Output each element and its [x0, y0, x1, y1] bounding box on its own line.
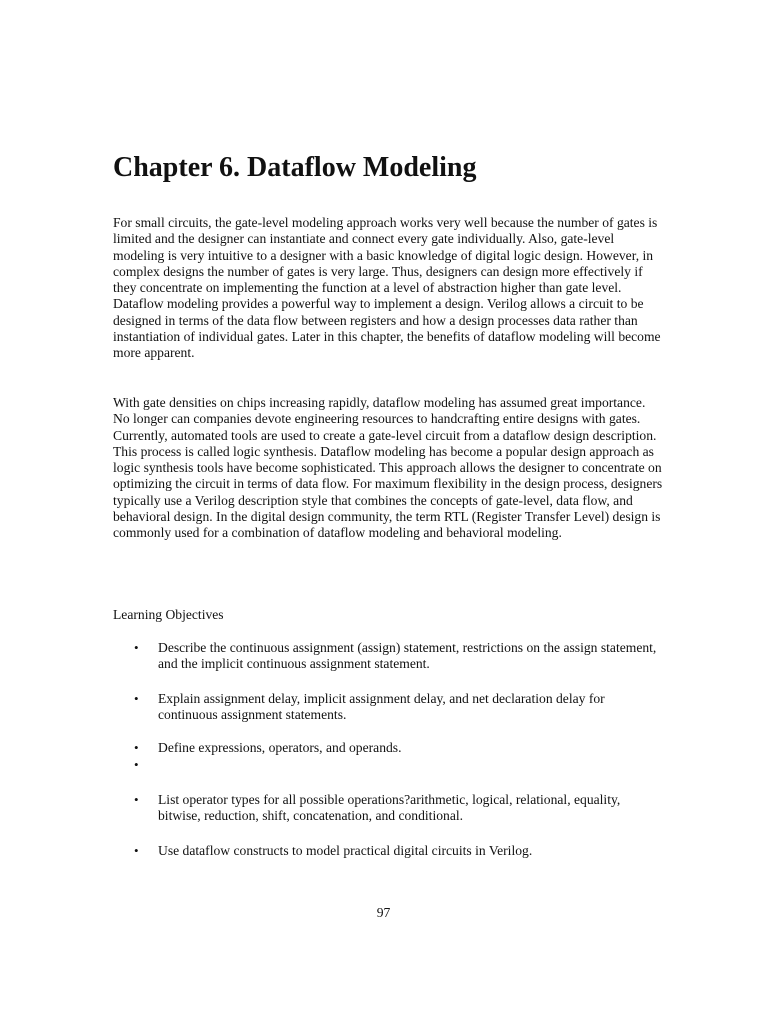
- objective-item: [113, 640, 663, 673]
- bullet-icon: •: [134, 843, 139, 858]
- context-paragraph: With gate densities on chips increasing rapidly, dataflow modeling has assumed great importance. No longer can companies devote engineering resources to handcrafting entire designs with gates. Currently, automated tools are used to create a gate-level circuit from a dataflow design description. This process is called logic synthesis. Dataflow modeling has become a popular design approach as logic synthesis tools have become sophisticated. This approach allows the designer to concentrate on optimizing the circuit in terms of data flow. For maximum flexibility in the design process, designers typically use a Verilog description style that combines the concepts of gate-level, data flow, and behavioral design. In the digital design community, the term RTL (Register Transfer Level) design is commonly used for a combination of dataflow modeling and behavioral modeling.: [113, 395, 663, 541]
- objective-item: [113, 691, 663, 724]
- bullet-icon: •: [134, 757, 139, 772]
- objective-text: Use dataflow constructs to model practical digital circuits in Verilog.: [158, 843, 533, 858]
- objective-text: Define expressions, operators, and operands.: [158, 740, 402, 755]
- bullet-icon: •: [134, 740, 139, 755]
- objective-text: Describe the continuous assignment (assign) statement, restrictions on the assign statement, and the implicit continuous assignment statement.: [158, 640, 657, 672]
- intro-paragraph: For small circuits, the gate-level modeling approach works very well because the number of gates is limited and the designer can instantiate and connect every gate individually. Also, gate-level modeling is very intuitive to a designer with a basic knowledge of digital logic design. However, in complex designs the number of gates is very large. Thus, designers can design more effectively if they concentrate on implementing the function at a level of abstraction higher than gate level. Dataflow modeling provides a powerful way to implement a design. Verilog allows a circuit to be designed in terms of the data flow between registers and how a design processes data rather than instantiation of individual gates. Later in this chapter, the benefits of dataflow modeling will become more apparent.: [113, 215, 661, 361]
- objective-text: Explain assignment delay, implicit assignment delay, and net declaration delay for continuous assignment statements.: [158, 691, 605, 723]
- bullet-icon: •: [134, 792, 139, 807]
- page-number: 97: [376, 905, 391, 920]
- objective-item: [113, 740, 663, 756]
- bullet-icon: •: [134, 640, 139, 655]
- objective-text: List operator types for all possible operations?arithmetic, logical, relational, equality, bitwise, reduction, shift, concatenation, and conditional.: [158, 792, 621, 824]
- bullet-icon: •: [134, 691, 139, 706]
- objective-item: [113, 843, 663, 859]
- learning-objectives-heading: Learning Objectives: [113, 607, 224, 622]
- objective-item: [113, 792, 663, 825]
- chapter-title: Chapter 6. Dataflow Modeling: [113, 152, 477, 183]
